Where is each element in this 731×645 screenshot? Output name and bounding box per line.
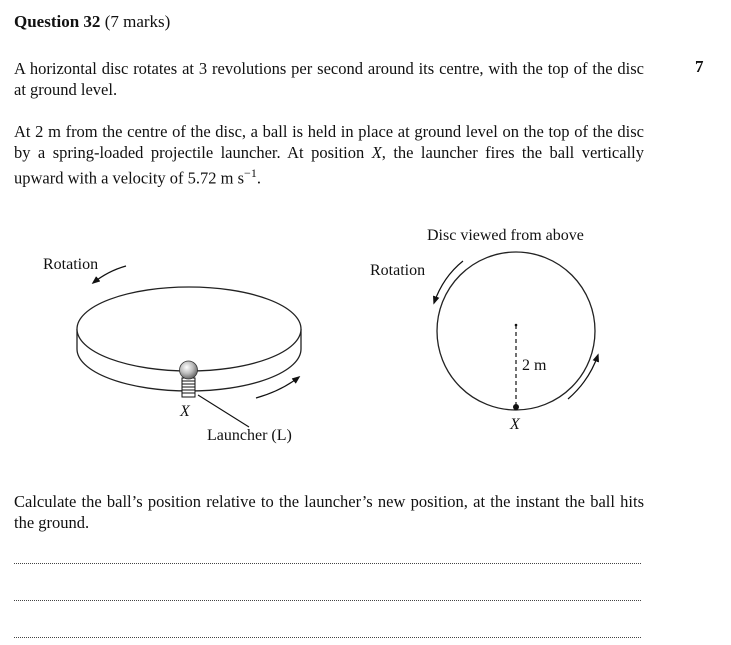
intro-paragraph: A horizontal disc rotates at 3 revolutions per second around its centre, with the top of the disc at ground level. <box>14 59 644 99</box>
launcher-spring <box>182 378 195 397</box>
setup-text: At 2 m from the centre of the disc, a ball is held in place at ground level on the top of the disc by a spring-loaded projectile launcher. At position X, the launcher fires the ball vertically upward with a velocity of 5.72 m s <box>14 122 644 188</box>
position-x-dot <box>513 404 519 410</box>
setup-end: . <box>256 168 261 188</box>
answer-line[interactable] <box>14 637 641 638</box>
top-view-title: Disc viewed from above <box>427 227 584 244</box>
question-number: Question 32 <box>14 12 101 31</box>
disc-figure <box>0 215 731 455</box>
answer-line[interactable] <box>14 600 641 601</box>
answer-line[interactable] <box>14 563 641 564</box>
marks-margin: 7 <box>695 57 704 76</box>
top-position-label: X <box>510 416 520 433</box>
radius-label: 2 m <box>522 357 547 374</box>
launcher-pointer-line <box>198 395 249 427</box>
top-view-disc <box>437 252 595 410</box>
question-marks: (7 marks) <box>104 12 171 31</box>
task-paragraph: Calculate the ball’s position relative to the launcher’s new position, at the instant the ball hits the ground. <box>14 492 644 532</box>
launcher-label: Launcher (L) <box>207 427 292 444</box>
side-rotation-label: Rotation <box>43 256 99 273</box>
top-rotation-label: Rotation <box>370 262 426 279</box>
question-heading <box>14 12 170 32</box>
setup-paragraph <box>14 121 644 189</box>
ball <box>180 361 198 379</box>
centre-dot <box>515 324 518 327</box>
side-position-label: X <box>180 403 190 420</box>
setup-exponent: −1 <box>244 166 257 180</box>
